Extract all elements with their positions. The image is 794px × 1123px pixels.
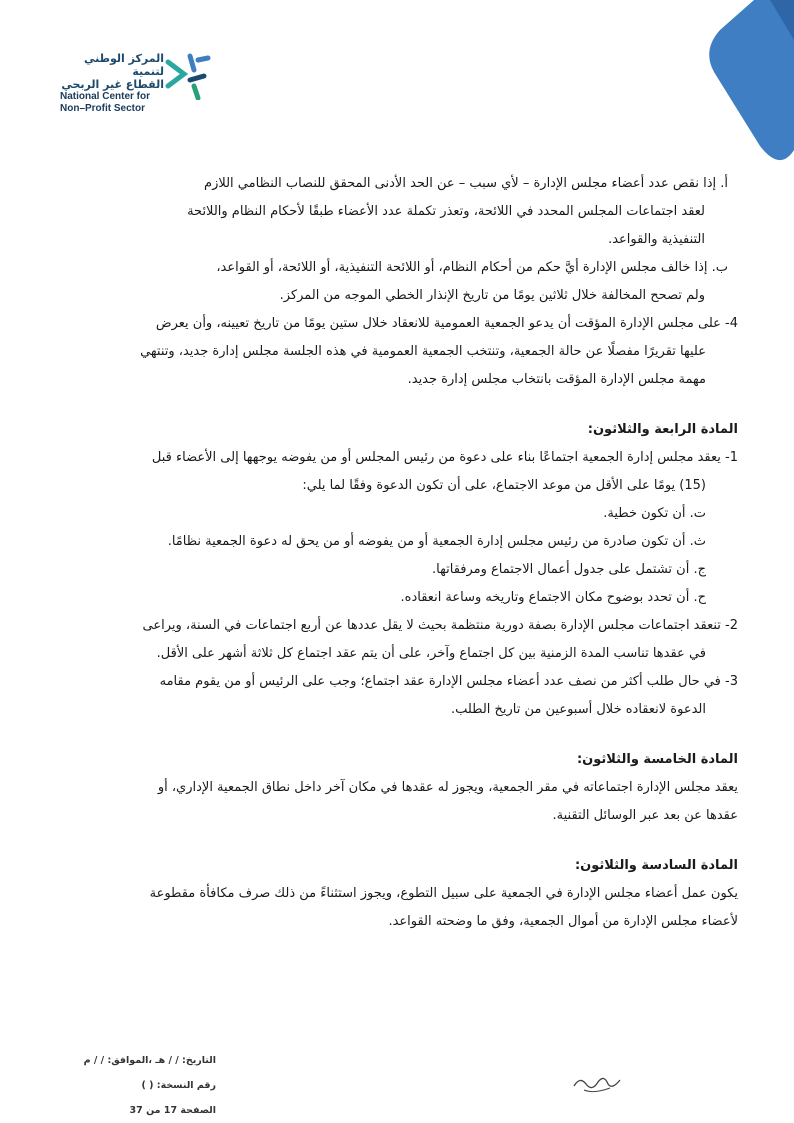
- logo-english-line2: Non–Profit Sector: [60, 103, 146, 114]
- logo-english-line1: National Center for: [60, 91, 151, 102]
- para-line: ت. أن تكون خطية.: [603, 506, 706, 521]
- para-line: يعقد مجلس الإدارة اجتماعاته في مقر الجمعية، ويجوز له عقدها في مكان آخر داخل نطاق الجمعية الإداري، أو: [157, 780, 738, 795]
- logo-text: [60, 52, 164, 115]
- corner-decoration: [694, 0, 794, 170]
- para-line: في عقدها تناسب المدة الزمنية بين كل اجتماع وآخر، على أن يتم عقد اجتماع كل ثلاثة أشهر على الأقل.: [156, 646, 706, 661]
- para-line: ولم تصحح المخالفة خلال ثلاثين يومًا من تاريخ الإنذار الخطي الموجه من المركز.: [279, 288, 705, 303]
- logo-arabic-line1: المركز الوطني لتنمية: [84, 52, 164, 78]
- para-line: عليها تقريرًا مفصلًا عن حالة الجمعية، وتنتخب الجمعية العمومية في هذه الجلسة مجلس إدارة جديد، وتنتهي: [140, 344, 706, 359]
- para-line: ج. أن تشتمل على جدول أعمال الاجتماع ومرفقاتها.: [432, 562, 706, 577]
- ncnp-logo: [60, 46, 220, 118]
- para-line: لأعضاء مجلس الإدارة من أموال الجمعية، وفق ما وضحته القواعد.: [388, 914, 738, 929]
- signature-icon: [570, 1066, 625, 1096]
- para-line: ث. أن تكون صادرة من رئيس مجلس إدارة الجمعية أو من يفوضه أو من يحق له دعوة الجمعية نظامًا.: [167, 534, 706, 549]
- logo-mark-icon: [164, 50, 214, 100]
- document-body: [58, 170, 738, 936]
- para-line: عقدها عن بعد عبر الوسائل التقنية.: [552, 808, 738, 823]
- footer-page-number: الصفحة 17 من 37: [129, 1105, 216, 1116]
- footer-date: التاريخ: / / هـ ،الموافق: / / م: [83, 1055, 216, 1066]
- para-line: لعقد اجتماعات المجلس المحدد في اللائحة، وتعذر تكملة عدد الأعضاء طبقًا لأحكام النظام واللائحة: [187, 204, 705, 219]
- para-line: (15) يومًا على الأقل من موعد الاجتماع، على أن تكون الدعوة وفقًا لما يلي:: [302, 478, 706, 493]
- para-line: 3- في حال طلب أكثر من نصف عدد أعضاء مجلس الإدارة عقد اجتماع؛ وجب على الرئيس أو من يقوم مقامه: [159, 674, 738, 689]
- para-line: ب. إذا خالف مجلس الإدارة أيَّ حكم من أحكام النظام، أو اللائحة التنفيذية، أو اللائحة، أو القواعد،: [216, 260, 728, 275]
- blue-corner-shape: [709, 0, 794, 160]
- page-footer: [56, 1048, 216, 1123]
- para-line: ح. أن تحدد بوضوح مكان الاجتماع وتاريخه وساعة انعقاده.: [400, 590, 706, 605]
- para-line: 1- يعقد مجلس إدارة الجمعية اجتماعًا بناء على دعوة من رئيس المجلس أو من يفوضه يوجهها إلى الأعضاء قبل: [151, 450, 738, 465]
- para-line: 4- على مجلس الإدارة المؤقت أن يدعو الجمعية العمومية للانعقاد خلال ستين يومًا من تاريخ تعيينه، وأن يعرض: [155, 316, 738, 331]
- article-heading-36: المادة السادسة والثلاثون:: [574, 858, 738, 873]
- logo-arabic-line2: القطاع غير الربحي: [61, 78, 164, 91]
- para-line: يكون عمل أعضاء مجلس الإدارة في الجمعية على سبيل التطوع، ويجوز استثناءً من ذلك صرف مكافأة مقطوعة: [149, 886, 738, 901]
- para-line: 2- تنعقد اجتماعات مجلس الإدارة بصفة دورية منتظمة بحيث لا يقل عددها عن أربع اجتماعات في السنة، ويراعى: [142, 618, 738, 633]
- article-heading-35: المادة الخامسة والثلاثون:: [576, 752, 738, 767]
- article-heading-34: المادة الرابعة والثلاثون:: [587, 422, 738, 437]
- para-line: الدعوة لانعقاده خلال أسبوعين من تاريخ الطلب.: [450, 702, 706, 717]
- para-line: أ. إذا نقص عدد أعضاء مجلس الإدارة – لأي سبب – عن الحد الأدنى المحقق للنصاب النظامي اللازم: [204, 176, 728, 191]
- para-line: مهمة مجلس الإدارة المؤقت بانتخاب مجلس إدارة جديد.: [407, 372, 706, 387]
- para-line: التنفيذية والقواعد.: [608, 232, 705, 247]
- footer-copy-number: رقم النسخة: ( ): [141, 1080, 216, 1091]
